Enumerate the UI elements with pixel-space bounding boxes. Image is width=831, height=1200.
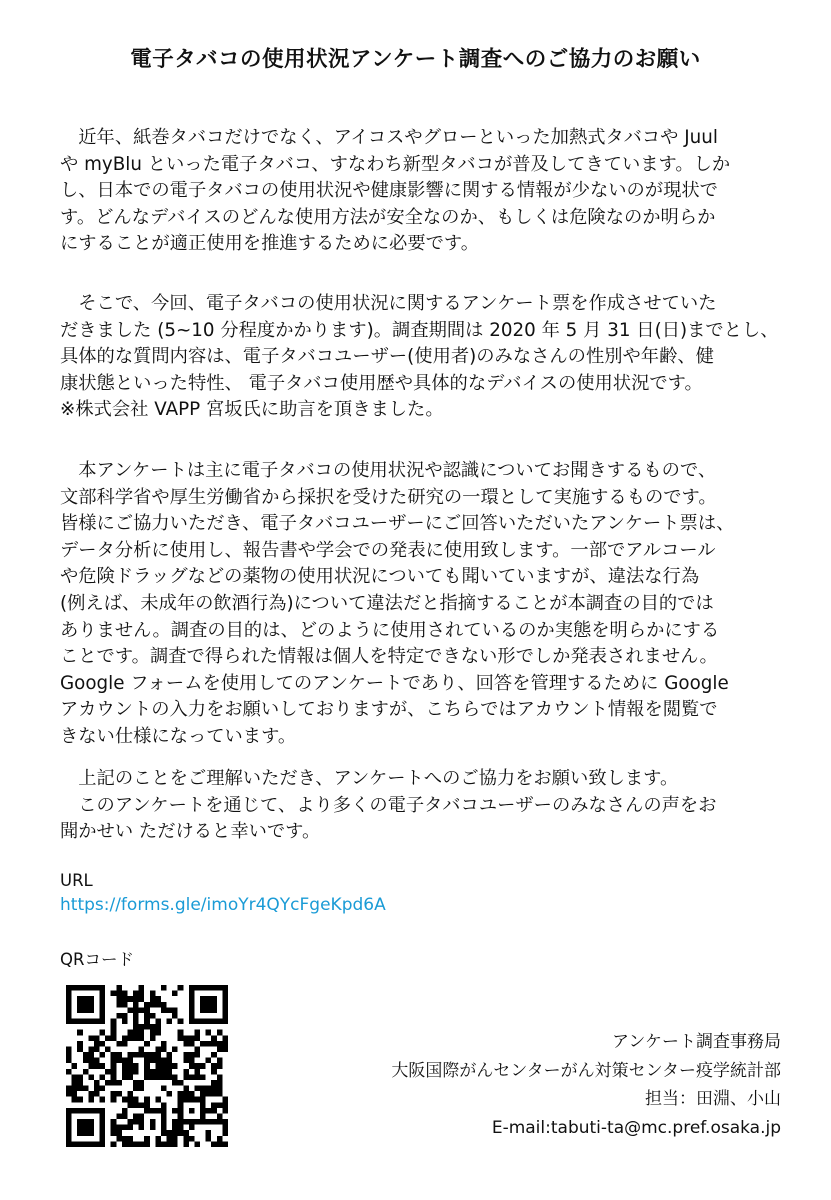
text-line: 康状態といった特性、 電子タバコ使用歴や具体的なデバイスの使用状況です。: [60, 372, 703, 394]
purpose-paragraph: [60, 458, 780, 751]
text-line: ありません。調査の目的は、どのように使用されているのか実態を明らかにする: [60, 619, 720, 641]
text-line: や myBlu といった電子タバコ、すなわち新型タバコが普及してきています。しか: [60, 153, 731, 175]
text-line: や危険ドラッグなどの薬物の使用状況についても聞いていますが、違法な行為: [60, 566, 700, 588]
contact-persons: 担当：田淵、小山: [645, 1089, 781, 1109]
text-line: し、日本での電子タバコの使用状況や健康影響に関する情報が少ないのが現状で: [60, 180, 718, 202]
qr-label: QRコード: [60, 950, 134, 969]
text-line: 皆様にご協力いただき、電子タバコユーザーにご回答いただいたアンケート票は、: [60, 513, 735, 535]
text-line: にすることが適正使用を推進するために必要です。: [60, 233, 480, 255]
survey-url-link[interactable]: https://forms.gle/imoYr4QYcFgeKpd6A: [60, 895, 386, 915]
department-name: 大阪国際がんセンターがん対策センター疫学統計部: [391, 1060, 781, 1081]
office-name: アンケート調査事務局: [612, 1032, 781, 1052]
text-line: きない仕様になっています。: [60, 725, 297, 747]
contact-email: E-mail:tabuti-ta@mc.pref.osaka.jp: [491, 1117, 781, 1138]
text-line: そこで、今回、電子タバコの使用状況に関するアンケート票を作成させていた: [60, 293, 717, 314]
text-line: 上記のことをご理解いただき、アンケートへのご協力をお願い致します。: [60, 768, 679, 789]
text-line: 聞かせい ただけると幸いです。: [60, 821, 321, 843]
survey-details-paragraph: [60, 291, 780, 424]
text-line: 具体的な質問内容は、電子タバコユーザー(使用者)のみなさんの性別や年齢、健: [60, 346, 714, 368]
intro-paragraph: [60, 125, 780, 258]
text-line: アカウントの入力をお願いしておりますが、こちらではアカウント情報を閲覧で: [60, 699, 718, 721]
page-title: 電子タバコの使用状況アンケート調査へのご協力のお願い: [130, 47, 701, 72]
closing-paragraph: [60, 766, 780, 846]
text-line: 近年、紙巻タバコだけでなく、アイコスやグローといった加熱式タバコや Juul: [60, 127, 718, 148]
text-line: (例えば、未成年の飲酒行為)について違法だと指摘することが本調査の目的では: [60, 592, 714, 614]
contact-block: [391, 1028, 781, 1142]
text-line: だきました (5~10 分程度かかります)。調査期間は 2020 年 5 月 31 日(日)までとし、: [60, 319, 779, 341]
text-line: ことです。調査で得られた情報は個人を特定できない形でしか発表されません。: [60, 646, 718, 668]
text-line: このアンケートを通じて、より多くの電子タバコユーザーのみなさんの声をお: [60, 794, 717, 816]
text-line: データ分析に使用し、報告書や学会での発表に使用致します。一部でアルコール: [60, 539, 716, 561]
text-line: 本アンケートは主に電子タバコの使用状況や認識についてお聞きするもので、: [60, 460, 717, 481]
qr-code-image: [66, 985, 228, 1147]
text-line: ※株式会社 VAPP 宮坂氏に助言を頂きました。: [60, 399, 444, 421]
text-line: Google フォームを使用してのアンケートであり、回答を管理するために Google: [60, 672, 729, 694]
text-line: す。どんなデバイスのどんな使用方法が安全なのか、もしくは危険なのか明らか: [60, 206, 716, 228]
url-label: URL: [60, 871, 93, 890]
text-line: 文部科学省や厚生労働省から採択を受けた研究の一環として実施するものです。: [60, 486, 717, 508]
